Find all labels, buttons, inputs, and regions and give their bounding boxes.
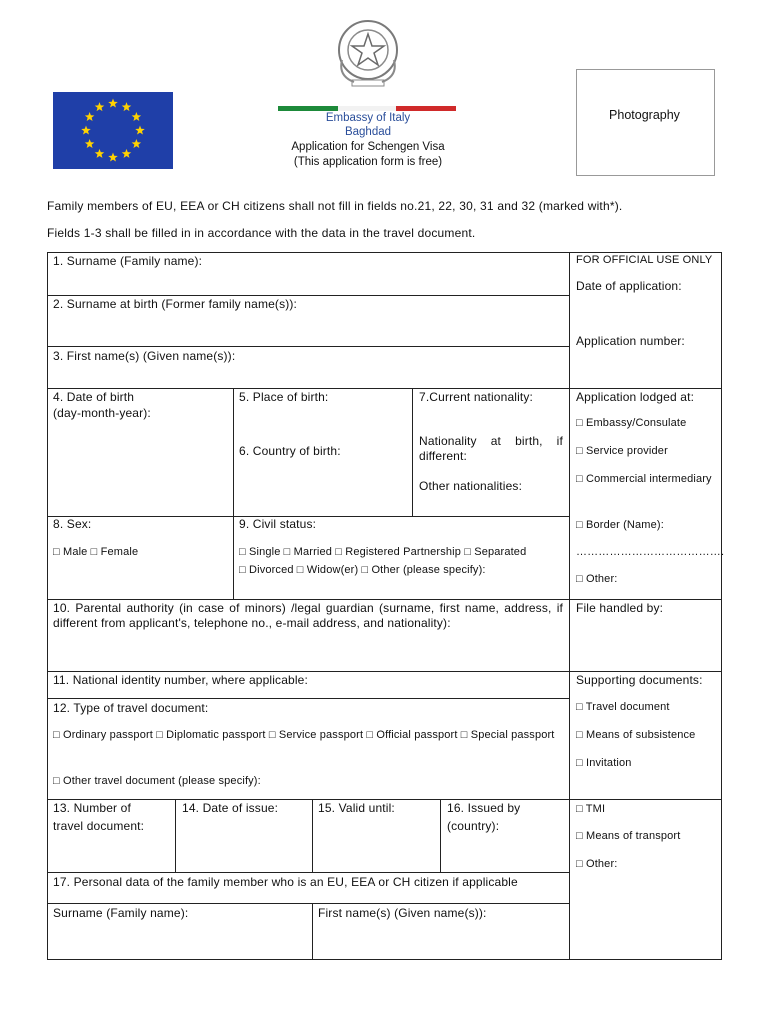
official-invitation-checkbox[interactable]: □ Invitation [576, 757, 632, 769]
field-17-first-names[interactable]: First name(s) (Given name(s)): [318, 906, 487, 920]
official-use-heading: FOR OFFICIAL USE ONLY [576, 254, 713, 266]
field-1-surname[interactable]: 1. Surname (Family name): [53, 254, 203, 268]
official-transport-checkbox[interactable]: □ Means of transport [576, 830, 681, 842]
field-17-family-member: 17. Personal data of the family member who is an EU, EEA or CH citizen if applicable [53, 875, 518, 889]
field-16-country: (country): [447, 819, 500, 833]
official-border-checkbox[interactable]: □ Border (Name): [576, 519, 664, 531]
official-supporting-documents: Supporting documents: [576, 673, 703, 687]
field-12-other[interactable]: □ Other travel document (please specify): [53, 775, 261, 787]
field-13-number-label2: travel document: [53, 819, 145, 833]
photo-label: Photography [609, 108, 680, 122]
family-members-note: Family members of EU, EEA or CH citizens shall not fill in fields no.21, 22, 30, 31 and 32 (marked with*). [47, 199, 623, 213]
field-9-options-line1[interactable]: □ Single □ Married □ Registered Partnership □ Separated [239, 546, 527, 558]
field-11-national-id[interactable]: 11. National identity number, where applicable: [53, 673, 308, 687]
field-5-place-of-birth[interactable]: 5. Place of birth: [239, 390, 329, 404]
field-7-nationality-at-birth[interactable]: Nationality at birth, if different: [419, 434, 563, 463]
field-8-sex-options[interactable]: □ Male □ Female [53, 546, 139, 558]
field-2-surname-at-birth[interactable]: 2. Surname at birth (Former family name(s)): [53, 297, 297, 311]
official-other-checkbox[interactable]: □ Other: [576, 573, 618, 585]
official-service-provider-checkbox[interactable]: □ Service provider [576, 445, 668, 457]
field-4-date-of-birth[interactable]: 4. Date of birth [53, 390, 135, 404]
embassy-city: Baghdad [344, 126, 392, 138]
embassy-name: Embassy of Italy [325, 112, 411, 124]
field-13-number[interactable]: 13. Number of [53, 801, 131, 815]
field-16-issued-by[interactable]: 16. Issued by [447, 801, 521, 815]
field-17-surname[interactable]: Surname (Family name): [53, 906, 189, 920]
field-14-date-of-issue[interactable]: 14. Date of issue: [182, 801, 279, 815]
form-title: Application for Schengen Visa [291, 141, 445, 153]
official-border-dots: …………………………………. [576, 546, 725, 558]
field-4-format: (day-month-year): [53, 406, 151, 420]
field-9-options-line2[interactable]: □ Divorced □ Widow(er) □ Other (please specify): [239, 564, 486, 576]
field-12-options[interactable]: □ Ordinary passport □ Diplomatic passport □ Service passport □ Official passport □ Special passport [53, 729, 555, 741]
official-application-number: Application number: [576, 334, 685, 348]
field-6-country-of-birth[interactable]: 6. Country of birth: [239, 444, 341, 458]
official-lodged-at: Application lodged at: [576, 390, 695, 404]
official-embassy-checkbox[interactable]: □ Embassy/Consulate [576, 417, 687, 429]
official-tmi-checkbox[interactable]: □ TMI [576, 803, 606, 815]
field-7-other-nationalities[interactable]: Other nationalities: [419, 479, 523, 493]
official-subsistence-checkbox[interactable]: □ Means of subsistence [576, 729, 696, 741]
fields-note: Fields 1-3 shall be filled in in accordance with the data in the travel document. [47, 226, 476, 240]
official-date-of-application: Date of application: [576, 279, 682, 293]
official-commercial-checkbox[interactable]: □ Commercial intermediary [576, 473, 712, 485]
field-7-current-nationality[interactable]: 7.Current nationality: [419, 390, 534, 404]
form-subtitle: (This application form is free) [293, 156, 443, 168]
field-12-travel-document-type: 12. Type of travel document: [53, 701, 209, 715]
field-10-parental-authority[interactable]: 10. Parental authority (in case of minors) /legal guardian (surname, first name, address, if different from applicant's, telephone no., e-mail address, and nationality): [53, 601, 563, 630]
field-3-first-names[interactable]: 3. First name(s) (Given name(s)): [53, 349, 236, 363]
official-travel-document-checkbox[interactable]: □ Travel document [576, 701, 670, 713]
field-9-civil-status: 9. Civil status: [239, 517, 317, 531]
official-other2-checkbox[interactable]: □ Other: [576, 858, 618, 870]
field-8-sex: 8. Sex: [53, 517, 92, 531]
official-file-handled-by: File handled by: [576, 601, 664, 615]
field-15-valid-until[interactable]: 15. Valid until: [318, 801, 395, 815]
